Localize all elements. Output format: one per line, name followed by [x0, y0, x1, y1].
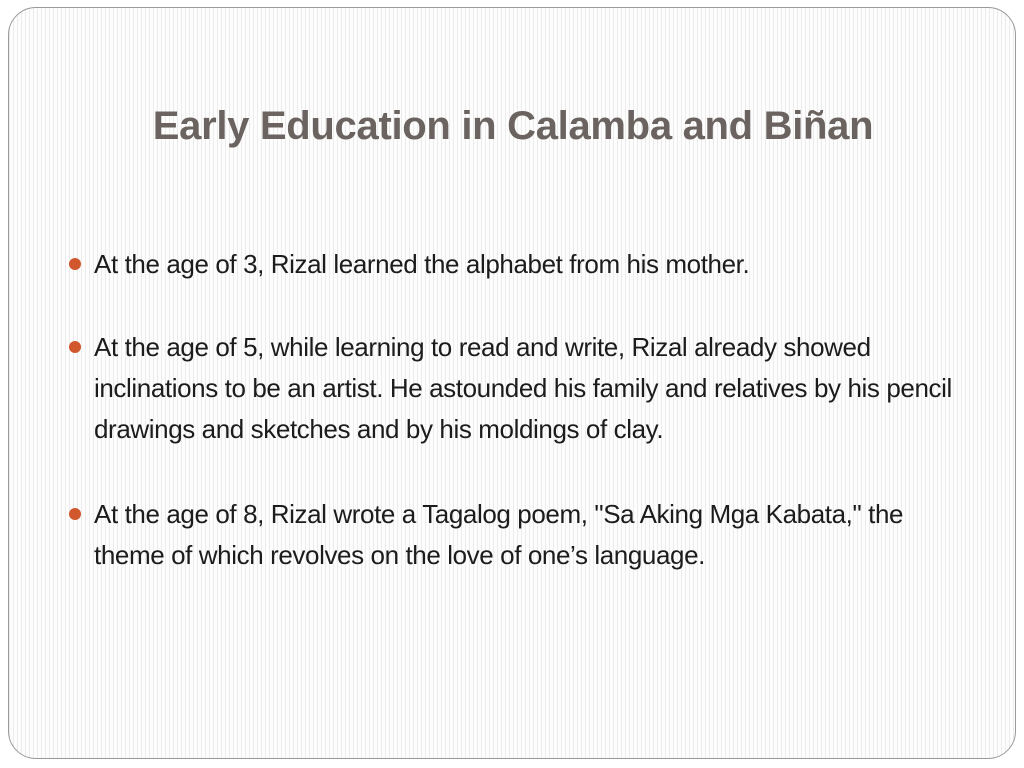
- bullet-dot-icon: [69, 258, 81, 270]
- bullet-item-2: [69, 327, 969, 450]
- bullet-dot-icon: [69, 508, 81, 520]
- bullet-dot-icon: [69, 341, 81, 353]
- bullet-text-1: At the age of 3, Rizal learned the alphabet from his mother.: [94, 249, 750, 279]
- bullet-item-3: [69, 494, 969, 576]
- bullet-text-3: At the age of 8, Rizal wrote a Tagalog poem, "Sa Aking Mga Kabata," the theme of which revolves on the love of one’s language.: [94, 499, 904, 570]
- slide: [8, 7, 1016, 759]
- slide-title: Early Education in Calamba and Biñan: [152, 104, 874, 148]
- bullet-list: [69, 244, 969, 620]
- bullet-item-1: [69, 244, 969, 285]
- bullet-text-2: At the age of 5, while learning to read and write, Rizal already showed inclinations to be an artist. He astounded his family and relatives by his pencil drawings and sketches and by his moldings of clay.: [94, 332, 952, 444]
